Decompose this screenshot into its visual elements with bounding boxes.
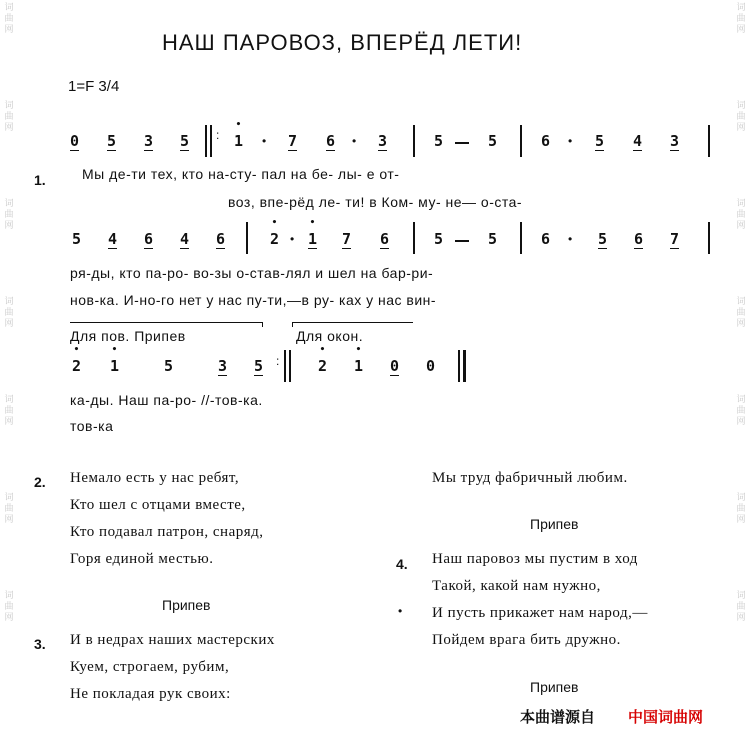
lyrics-line: Мы де-ти тех, кто на-сту- пал на бе- лы- е от- (82, 166, 400, 182)
verse-line: Такой, какой нам нужно, (432, 578, 601, 594)
note: 5 (595, 132, 605, 150)
note: 4 (108, 230, 118, 248)
repeat-barline (205, 125, 207, 157)
note: • 1 (354, 357, 363, 375)
watermark-left: 词 曲 网 词 曲 网 词 曲 网 词 曲 网 词 曲 网 词 曲 网 词 曲 网 (4, 2, 14, 622)
verse-number: 4. (396, 556, 408, 572)
dot: • (568, 232, 573, 246)
verse-number: 1. (34, 172, 46, 188)
note: 5 (107, 132, 117, 150)
note: 5 (164, 357, 174, 375)
note: 7 (342, 230, 352, 248)
barline (708, 125, 710, 157)
lyrics-line: ря-ды, кто па-ро- во-зы о-став-лял и шел на бар-ри- (70, 265, 434, 281)
volta-2-bracket (292, 322, 413, 327)
refrain-label: Припев (530, 516, 579, 532)
note: 5 (254, 357, 264, 375)
verse-line: И пусть прикажет нам народ,— (432, 605, 648, 621)
barline (413, 125, 415, 157)
barline (708, 222, 710, 254)
lyrics-line: нов-ка. И-но-го нет у нас пу-ти,—в ру- ках у нас вин- (70, 292, 437, 308)
note: • 2 (72, 357, 81, 375)
note: • 2 (318, 357, 327, 375)
watermark-right: 词 曲 网 词 曲 网 词 曲 网 词 曲 网 词 曲 网 词 曲 网 词 曲 网 (736, 2, 746, 622)
note: • 2 (270, 230, 279, 248)
verse-line: Мы труд фабричный любим. (432, 470, 628, 486)
barline (458, 350, 460, 382)
barline (520, 222, 522, 254)
note: 7 (670, 230, 680, 248)
repeat-barline (284, 350, 286, 382)
note: 5 (434, 132, 444, 150)
dot: • (290, 232, 295, 246)
song-title: НАШ ПАРОВОЗ, ВПЕРЁД ЛЕТИ! (162, 30, 523, 55)
source-site: 中国词曲网 (628, 709, 704, 726)
note: 5 (72, 230, 82, 248)
volta-2-label: Для окон. (296, 328, 364, 344)
note: 6 (541, 132, 551, 150)
verse-line: И в недрах наших мастерских (70, 632, 275, 648)
note: 6 (380, 230, 390, 248)
note: 4 (180, 230, 190, 248)
barline (413, 222, 415, 254)
verse-number: 2. (34, 474, 46, 490)
repeat-dots: : (216, 128, 220, 142)
note: 5 (434, 230, 444, 248)
note: 5 (488, 132, 498, 150)
volta-1-label: Для пов. Припев (70, 328, 186, 344)
verse-line: Кто подавал патрон, снаряд, (70, 524, 264, 540)
note: • 1 (308, 230, 317, 249)
dot: • (398, 604, 403, 618)
note: 6 (216, 230, 226, 248)
note: 0 (390, 357, 400, 375)
verse-line: Не покладая рук своих: (70, 686, 231, 702)
note: 0 (426, 357, 436, 375)
source-label: 本曲谱源自 (520, 709, 596, 726)
repeat-dots: : (276, 354, 280, 368)
note: 3 (670, 132, 680, 150)
lyrics-line: ка-ды. Наш па-ро- //-тов-ка. (70, 392, 263, 408)
note: 6 (144, 230, 154, 248)
lyrics-line: тов-ка (70, 418, 114, 434)
dash (455, 142, 469, 144)
verse-line: Кто шел с отцами вместе, (70, 497, 246, 513)
note: • 1 (110, 357, 119, 375)
refrain-label: Припев (530, 679, 579, 695)
key-signature: 1=F 3/4 (68, 78, 120, 95)
dot: • (568, 134, 573, 148)
note: 5 (488, 230, 498, 248)
dash (455, 240, 469, 242)
dot: • (262, 134, 267, 148)
repeat-barline (289, 350, 291, 382)
note: 6 (634, 230, 644, 248)
barline (246, 222, 248, 254)
note: 3 (144, 132, 154, 150)
note: 3 (218, 357, 228, 375)
note: 0 (70, 132, 80, 150)
note: 3 (378, 132, 388, 150)
dot: • (352, 134, 357, 148)
note: 4 (633, 132, 643, 150)
volta-1-bracket (70, 322, 263, 327)
note: 5 (598, 230, 608, 248)
verse-line: Немало есть у нас ребят, (70, 470, 240, 486)
verse-line: Куем, строгаем, рубим, (70, 659, 230, 675)
verse-line: Наш паровоз мы пустим в ход (432, 551, 638, 567)
verse-line: Горя единой местью. (70, 551, 214, 567)
note: 7 (288, 132, 298, 150)
lyrics-line: воз, впе-рёд ле- ти! в Ком- му- не— о-ста- (228, 194, 523, 210)
verse-number: 3. (34, 636, 46, 652)
barline (520, 125, 522, 157)
final-barline (463, 350, 466, 382)
note: 6 (541, 230, 551, 248)
note: 5 (180, 132, 190, 150)
refrain-label: Припев (162, 597, 211, 613)
verse-line: Пойдем врага бить дружно. (432, 632, 621, 648)
note: • 1 (234, 132, 243, 150)
repeat-barline (210, 125, 212, 157)
note: 6 (326, 132, 336, 150)
